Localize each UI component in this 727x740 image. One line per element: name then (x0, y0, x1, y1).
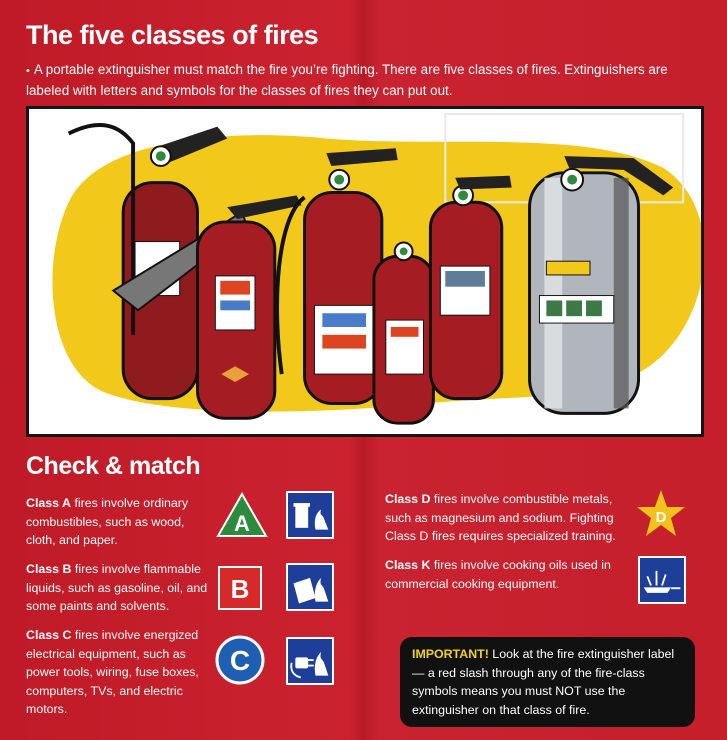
class-a-letter: A (234, 511, 250, 536)
class-d-text: fires involve combustible metals, such as magnesium and sodium. Fighting Class D fires requires specialized training. (385, 492, 616, 543)
class-k-label: Class K (385, 558, 431, 572)
class-c-text: fires involve energized electrical equipment, such as power tools, wiring, fuse boxes, computers, TVs, and electric motors. (26, 628, 199, 716)
intro-text: A portable extinguisher must match the fire you’re fighting. There are five classes of fires. Extinguishers are labeled with letters and symbols for the classes of fires they can put out. (26, 62, 668, 98)
class-c-description (26, 626, 216, 719)
extinguisher-4 (374, 243, 433, 424)
important-note (400, 637, 695, 727)
class-b-letter: B (230, 574, 250, 604)
electric-plug-fire-icon (286, 637, 334, 685)
class-b-text: fires involve flammable liquids, such as gasoline, oil, and some paints and solvents. (26, 562, 208, 613)
bullet-icon: • (26, 65, 30, 77)
class-a-label: Class A (26, 496, 71, 510)
class-b-description (26, 560, 216, 616)
class-a-text: fires involve ordinary combustibles, such as wood, cloth, and paper. (26, 496, 189, 547)
class-a-description (26, 494, 216, 550)
class-d-label: Class D (385, 492, 431, 506)
class-k-text: fires involve cooking oils used in commercial cooking equipment. (385, 558, 611, 591)
check-match-title: Check & match (26, 452, 201, 480)
page-title: The five classes of fires (26, 20, 319, 50)
class-d-star-symbol (634, 488, 688, 540)
intro-paragraph (26, 60, 706, 100)
class-c-circle-symbol (215, 635, 265, 685)
class-b-square-symbol (218, 566, 262, 610)
class-c-letter: C (229, 645, 251, 676)
class-k-description (385, 556, 635, 593)
extinguishers-svg (29, 109, 701, 434)
gas-can-fire-icon (286, 563, 334, 611)
extinguishers-illustration (26, 106, 704, 437)
class-b-label: Class B (26, 562, 72, 576)
class-c-label: Class C (26, 628, 72, 642)
frying-pan-fire-icon (638, 556, 686, 604)
class-d-letter: D (655, 509, 667, 526)
important-text: Look at the fire extinguisher label — a red slash through any of the fire-class symbols means you must NOT use the extinguisher on that class of fire. (412, 647, 675, 717)
trash-and-wood-fire-icon (286, 491, 334, 539)
class-a-triangle-symbol (216, 492, 268, 538)
class-d-description (385, 490, 635, 546)
important-label: IMPORTANT! (412, 647, 489, 661)
